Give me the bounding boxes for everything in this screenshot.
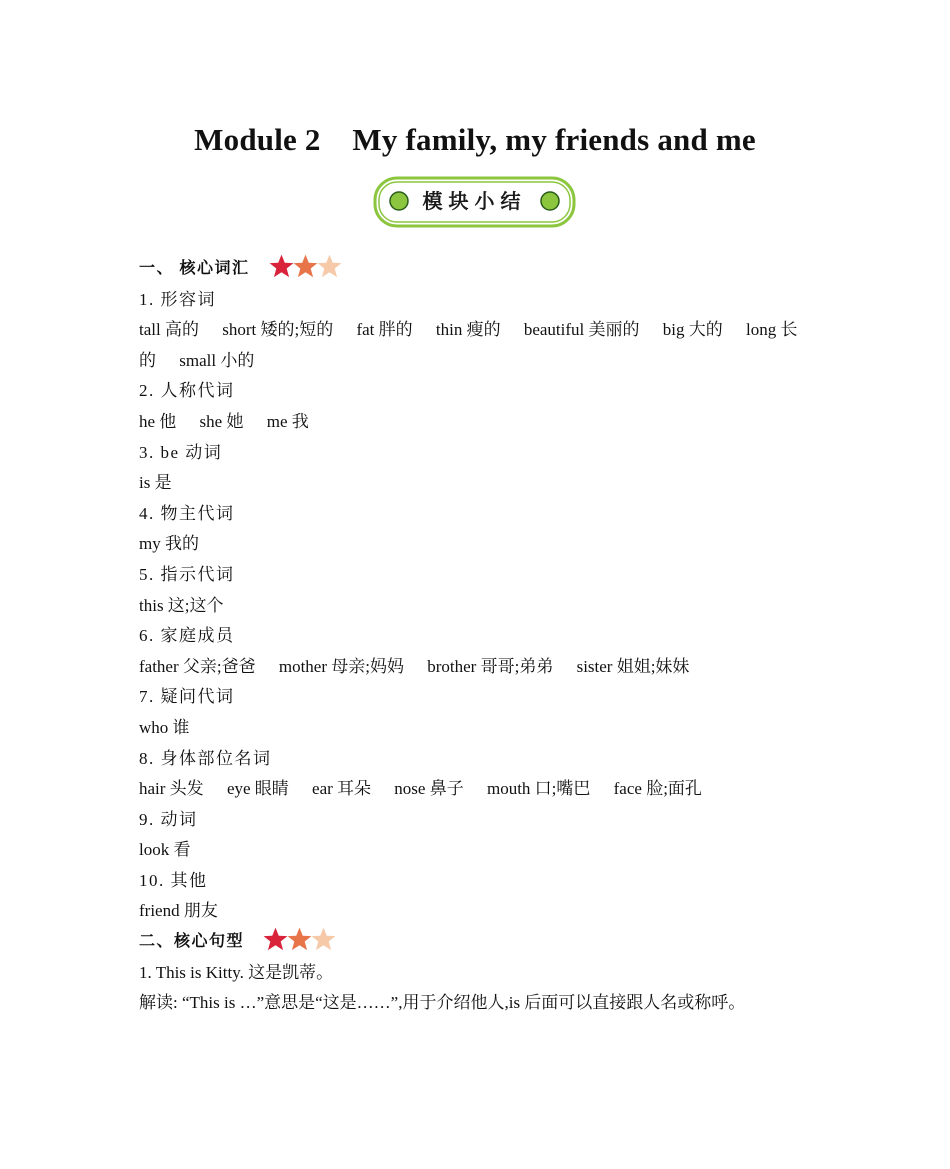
word-list-adjectives xyxy=(139,315,819,346)
content-body xyxy=(139,254,819,1019)
group-label-family-members: 6. 家庭成员 xyxy=(139,626,235,646)
word-item: friend 朋友 xyxy=(139,901,218,921)
word-item: big 大的 xyxy=(662,320,723,340)
group-label-body-parts: 8. 身体部位名词 xyxy=(139,748,272,768)
word-item: face 脸;面孔 xyxy=(613,779,702,799)
group-label-verbs: 9. 动词 xyxy=(139,809,198,829)
word-item: eye 眼睛 xyxy=(226,779,289,799)
word-list-demonstrative-pronouns xyxy=(139,591,819,622)
word-item: hair 头发 xyxy=(139,779,204,799)
star-icon xyxy=(286,926,313,952)
rating-stars xyxy=(262,926,334,952)
word-list-family-members xyxy=(139,652,819,683)
star-icon xyxy=(310,926,337,952)
word-list-be-verb xyxy=(139,468,819,499)
word-item: tall 高的 xyxy=(139,320,199,340)
sentence-explanation: 解读: “This is …”意思是“这是……”,用于介绍他人,is 后面可以直接跟人名或称呼。 xyxy=(139,993,746,1013)
word-item: nose 鼻子 xyxy=(394,779,464,799)
group-label-adjectives: 1. 形容词 xyxy=(139,289,216,309)
group-label-be-verb: 3. be 动词 xyxy=(139,442,223,462)
star-icon xyxy=(316,253,343,279)
word-item: mother 母亲;妈妈 xyxy=(278,656,404,676)
word-item: small 小的 xyxy=(179,350,255,370)
section-heading-vocabulary xyxy=(139,254,819,285)
word-list-interrogative-pronouns xyxy=(139,713,819,744)
group-label-interrogative-pronouns: 7. 疑问代词 xyxy=(139,687,235,707)
section-heading-text: 一、 核心词汇 xyxy=(139,260,250,277)
word-list-possessive-pronouns xyxy=(139,529,819,560)
section-heading-sentence-patterns xyxy=(139,927,819,958)
word-list-others xyxy=(139,896,819,927)
example-sentence: 1. This is Kitty. 这是凯蒂。 xyxy=(139,962,334,982)
word-list-body-parts xyxy=(139,774,819,805)
word-item: this 这;这个 xyxy=(139,595,224,615)
word-item: mouth 口;嘴巴 xyxy=(486,779,591,799)
word-item: fat 胖的 xyxy=(356,320,413,340)
word-item: short 矮的;短的 xyxy=(222,320,334,340)
page-title: Module 2 My family, my friends and me xyxy=(194,122,756,157)
word-item: beautiful 美丽的 xyxy=(523,320,640,340)
word-item: ear 耳朵 xyxy=(312,779,372,799)
star-icon xyxy=(262,926,289,952)
group-label-personal-pronouns: 2. 人称代词 xyxy=(139,381,235,401)
word-item: my 我的 xyxy=(139,534,199,554)
group-label-possessive-pronouns: 4. 物主代词 xyxy=(139,503,235,523)
word-list-adjectives-continued xyxy=(139,346,819,377)
word-item: father 父亲;爸爸 xyxy=(139,656,256,676)
word-item: 的 xyxy=(139,350,156,370)
word-item: he 他 xyxy=(139,411,177,431)
word-list-verbs xyxy=(139,835,819,866)
rating-stars xyxy=(268,253,340,279)
word-item: me 我 xyxy=(266,411,309,431)
word-item: look 看 xyxy=(139,840,191,860)
module-summary-badge xyxy=(373,176,576,228)
word-item: who 谁 xyxy=(139,717,190,737)
word-list-personal-pronouns xyxy=(139,407,819,438)
word-item: thin 瘦的 xyxy=(435,320,501,340)
group-label-demonstrative-pronouns: 5. 指示代词 xyxy=(139,564,235,584)
section-heading-text: 二、核心句型 xyxy=(139,933,245,951)
word-item: brother 哥哥;弟弟 xyxy=(427,656,554,676)
word-item: she 她 xyxy=(199,411,244,431)
group-label-others: 10. 其他 xyxy=(139,870,208,890)
star-icon xyxy=(292,253,319,279)
badge-label: 模块小结 xyxy=(422,189,527,213)
star-icon xyxy=(268,253,295,279)
word-item: sister 姐姐;妹妹 xyxy=(576,656,690,676)
word-item: is 是 xyxy=(139,473,172,493)
word-item: long 长 xyxy=(746,320,798,340)
